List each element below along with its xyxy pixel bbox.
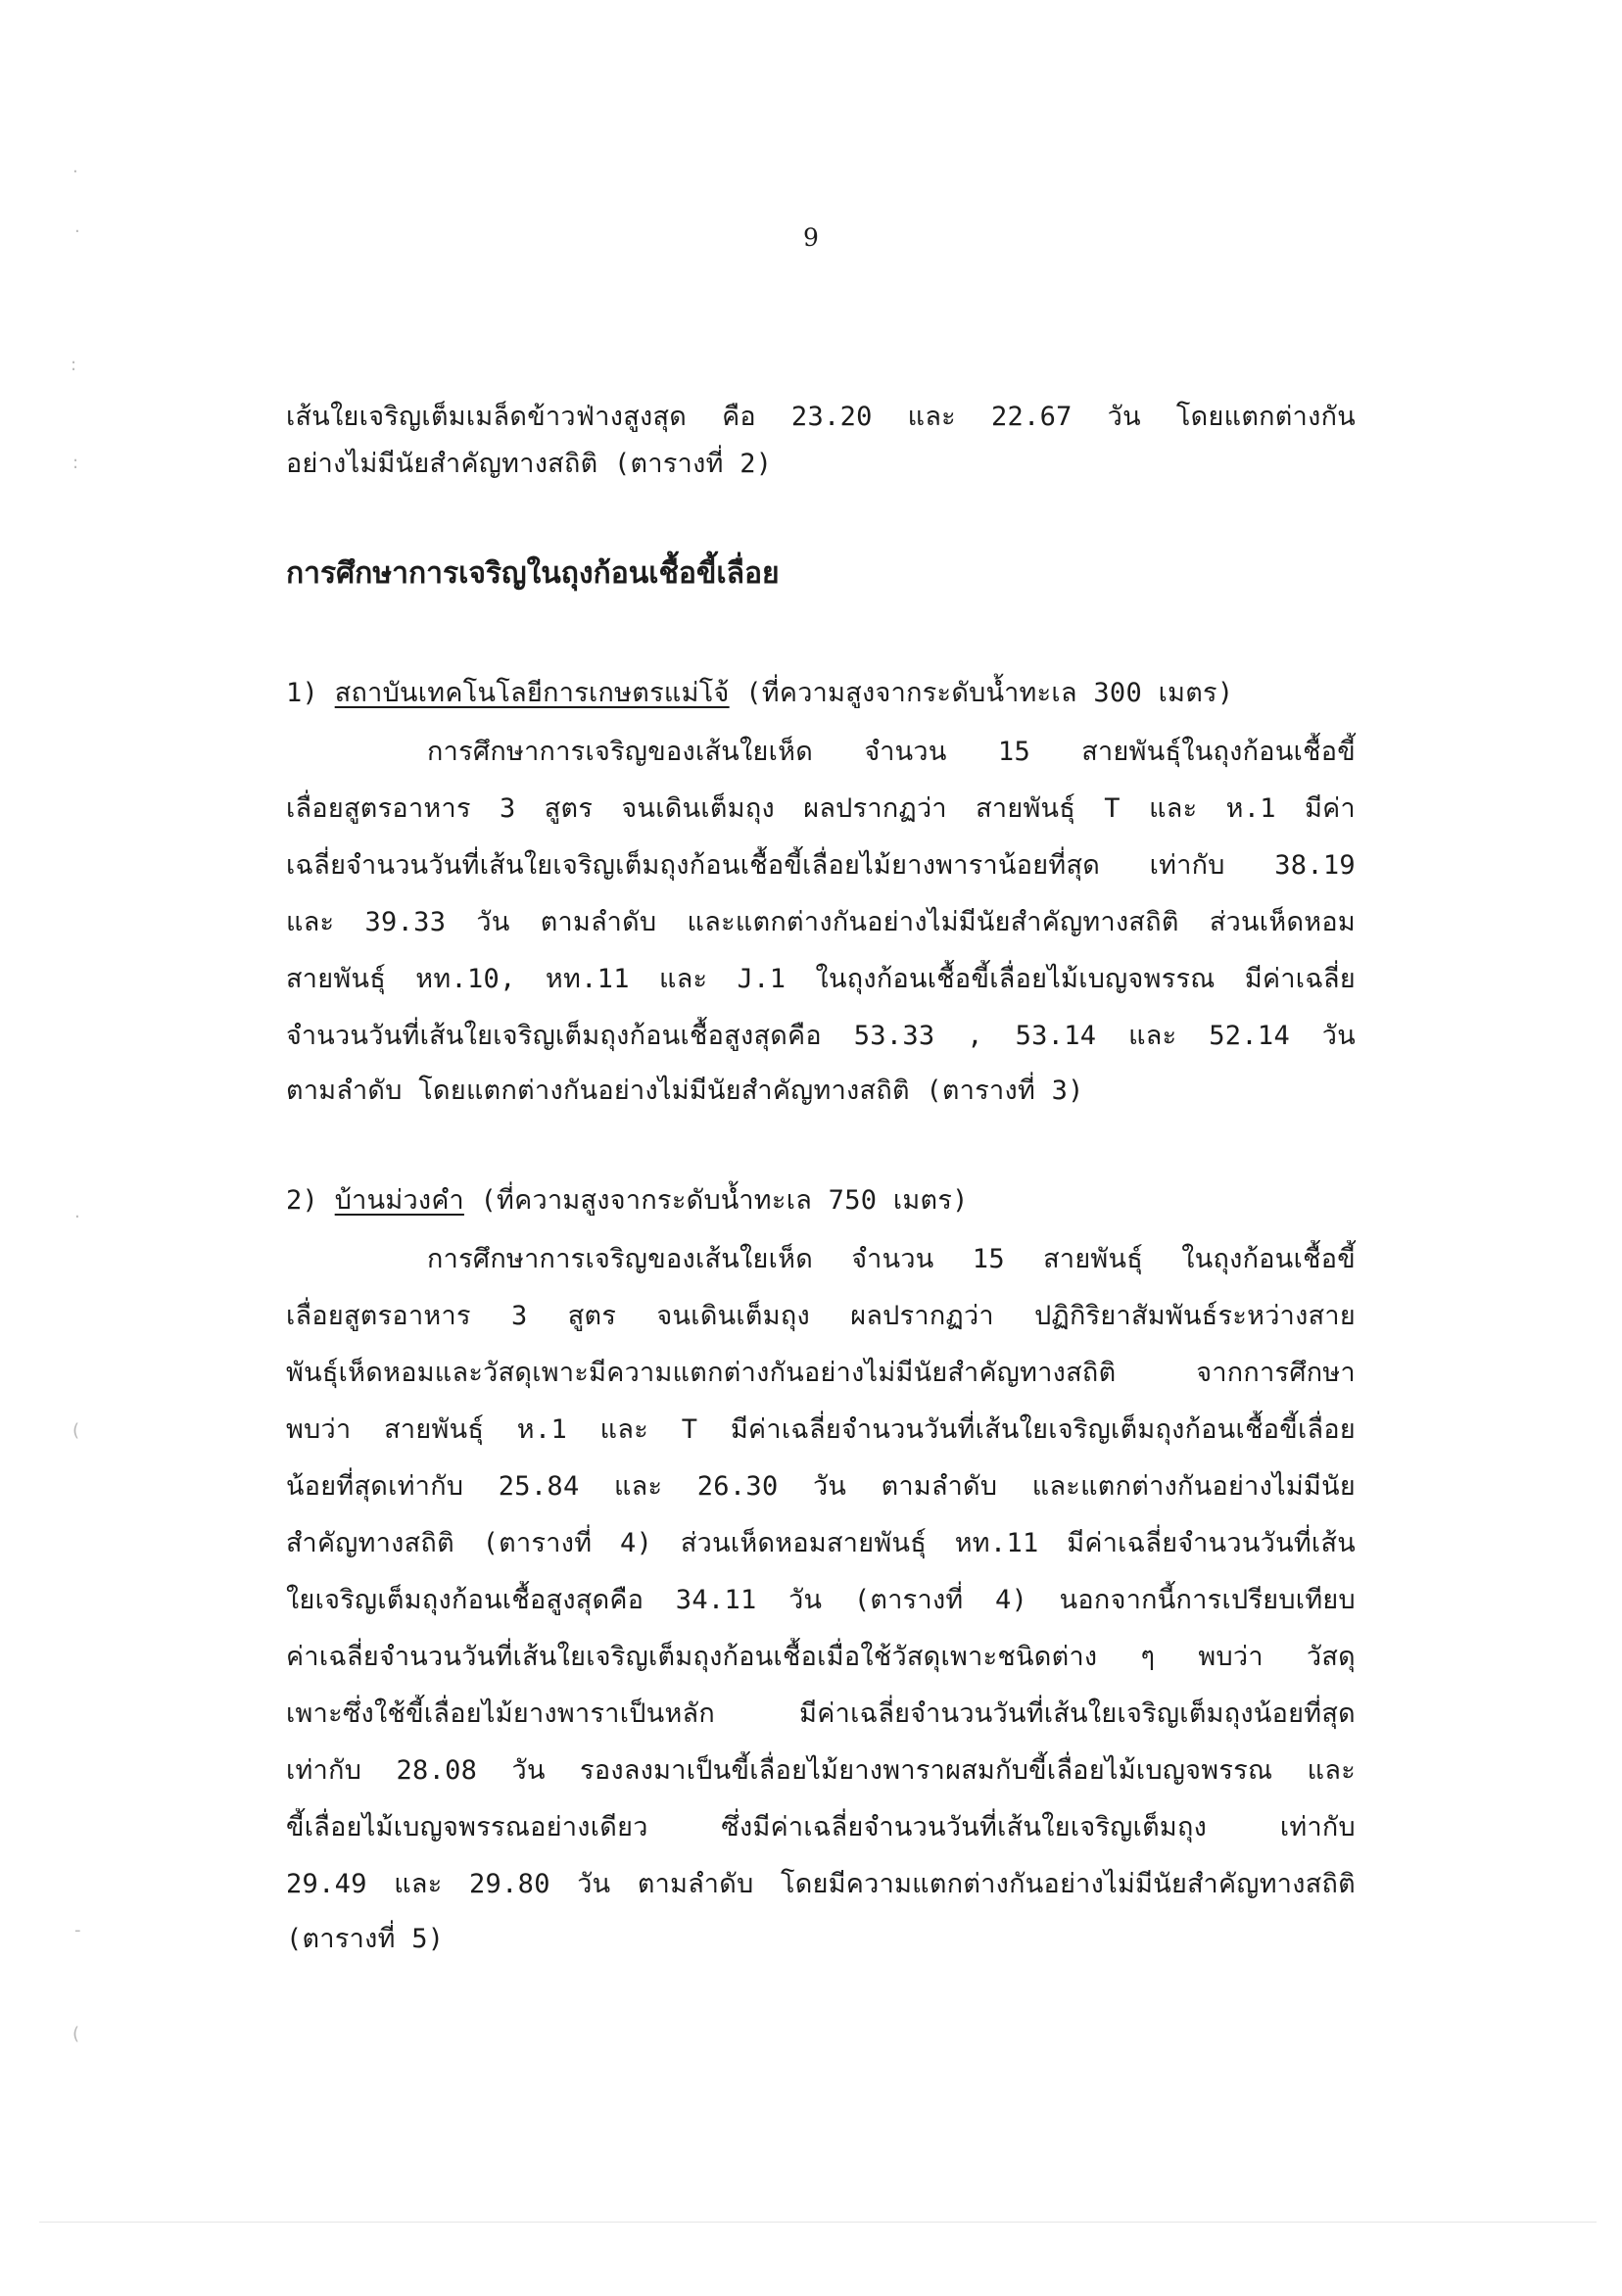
- section1-line-6: จำนวนวันที่เส้นใยเจริญเต็มถุงก้อนเชื้อสูงสุดคือ 53.33 , 53.14 และ 52.14 วัน: [286, 1021, 1356, 1051]
- section2-number: 2): [286, 1185, 319, 1216]
- section2-title: [286, 1181, 1356, 1220]
- section1-line-4: และ 39.33 วัน ตามลำดับ และแตกต่างกันอย่างไม่มีนัยสำคัญทางสถิติ ส่วนเห็ดหอม: [286, 907, 1356, 937]
- section2-line-10: เท่ากับ 28.08 วัน รองลงมาเป็นขี้เลื่อยไม้ยางพาราผสมกับขี้เลื่อยไม้เบญจพรรณ และ: [286, 1755, 1356, 1786]
- page-number: 9: [803, 223, 819, 252]
- section2-line-12: 29.49 และ 29.80 วัน ตามลำดับ โดยมีความแตกต่างกันอย่างไม่มีนัยสำคัญทางสถิติ: [286, 1869, 1356, 1899]
- section1-altitude: (ที่ความสูงจากระดับน้ำทะเล 300 เมตร): [745, 678, 1234, 708]
- section1-line-2: เลื่อยสูตรอาหาร 3 สูตร จนเดินเต็มถุง ผลปรากฏว่า สายพันธุ์ T และ ห.1 มีค่า: [286, 793, 1356, 824]
- intro-line-1: เส้นใยเจริญเต็มเมล็ดข้าวฟ่างสูงสุด คือ 23.20 และ 22.67 วัน โดยแตกต่างกัน: [286, 402, 1356, 432]
- intro-line-2: อย่างไม่มีนัยสำคัญทางสถิติ (ตารางที่ 2): [286, 449, 773, 479]
- section-heading: การศึกษาการเจริญในถุงก้อนเชื้อขี้เลื่อย: [286, 556, 780, 591]
- section2-altitude: (ที่ความสูงจากระดับน้ำทะเล 750 เมตร): [480, 1185, 969, 1216]
- section2-line-9: เพาะซึ่งใช้ขี้เลื่อยไม้ยางพาราเป็นหลัก มีค่าเฉลี่ยจำนวนวันที่เส้นใยเจริญเต็มถุงน้อยที่สุด: [286, 1698, 1356, 1729]
- section2-line-7: ใยเจริญเต็มถุงก้อนเชื้อสูงสุดคือ 34.11 วัน (ตารางที่ 4) นอกจากนี้การเปรียบเทียบ: [286, 1585, 1356, 1615]
- section2-line-5: น้อยที่สุดเท่ากับ 25.84 และ 26.30 วัน ตามลำดับ และแตกต่างกันอย่างไม่มีนัย: [286, 1471, 1356, 1502]
- section2-line-13: (ตารางที่ 5): [286, 1924, 445, 1954]
- section2-line-3: พันธุ์เห็ดหอมและวัสดุเพาะมีความแตกต่างกันอย่างไม่มีนัยสำคัญทางสถิติ จากการศึกษา: [286, 1358, 1356, 1388]
- section1-line-7: ตามลำดับ โดยแตกต่างกันอย่างไม่มีนัยสำคัญทางสถิติ (ตารางที่ 3): [286, 1076, 1084, 1106]
- section1-line-5: สายพันธุ์ หท.10, หท.11 และ J.1 ในถุงก้อนเชื้อขี้เลื่อยไม้เบญจพรรณ มีค่าเฉลี่ย: [286, 964, 1356, 994]
- section2-line-11: ขี้เลื่อยไม้เบญจพรรณอย่างเดียว ซึ่งมีค่าเฉลี่ยจำนวนวันที่เส้นใยเจริญเต็มถุง เท่ากับ: [286, 1812, 1356, 1842]
- section1-line-1: การศึกษาการเจริญของเส้นใยเห็ด จำนวน 15 สายพันธุ์ในถุงก้อนเชื้อขี้: [427, 737, 1356, 767]
- section2-line-1: การศึกษาการเจริญของเส้นใยเห็ด จำนวน 15 สายพันธุ์ ในถุงก้อนเชื้อขี้: [427, 1244, 1356, 1274]
- section2-line-8: ค่าเฉลี่ยจำนวนวันที่เส้นใยเจริญเต็มถุงก้อนเชื้อเมื่อใช้วัสดุเพาะชนิดต่าง ๆ พบว่า วัสดุ: [286, 1642, 1356, 1672]
- section2-line-6: สำคัญทางสถิติ (ตารางที่ 4) ส่วนเห็ดหอมสายพันธุ์ หท.11 มีค่าเฉลี่ยจำนวนวันที่เส้น: [286, 1528, 1356, 1558]
- section2-place: บ้านม่วงคำ: [334, 1185, 464, 1216]
- scan-bottom-edge: [39, 2222, 1597, 2223]
- section1-number: 1): [286, 678, 319, 708]
- section1-title: [286, 674, 1356, 713]
- section1-line-3: เฉลี่ยจำนวนวันที่เส้นใยเจริญเต็มถุงก้อนเชื้อขี้เลื่อยไม้ยางพาราน้อยที่สุด เท่ากับ 38.19: [286, 850, 1356, 881]
- section2-line-4: พบว่า สายพันธุ์ ห.1 และ T มีค่าเฉลี่ยจำนวนวันที่เส้นใยเจริญเต็มถุงก้อนเชื้อขี้เลื่อย: [286, 1414, 1356, 1445]
- section1-place: สถาบันเทคโนโลยีการเกษตรแม่โจ้: [334, 678, 730, 708]
- section2-line-2: เลื่อยสูตรอาหาร 3 สูตร จนเดินเต็มถุง ผลปรากฏว่า ปฏิกิริยาสัมพันธ์ระหว่างสาย: [286, 1301, 1356, 1331]
